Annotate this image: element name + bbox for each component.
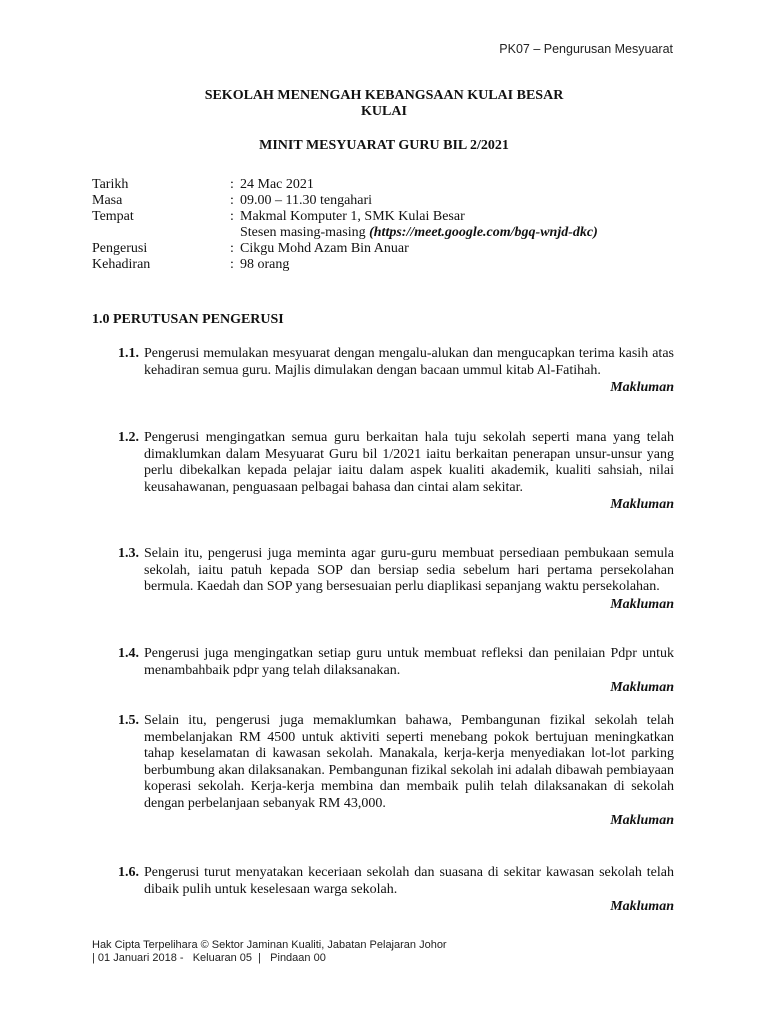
tempat-label: Tempat [92,209,134,224]
makluman-tag: Makluman [610,497,674,512]
colon: : [230,177,234,192]
meet-link[interactable]: (https://meet.google.com/bgq-wnjd-dkc) [369,225,598,240]
kehadiran-label: Kehadiran [92,257,151,272]
item-text: Pengerusi mengingatkan semua guru berkaitan hala tuju sekolah seperti mana yang telah dimaklumkan dalam Mesyuarat Guru bil 1/2021 iaitu berkaitan penerapan unsur-unsur yang perlu dibekalkan kepada pelajar iaitu dalam aspek kualiti akademik, kualiti sahsiah, nilai keusahawanan, penguasaan pelbagai bahasa dan cintai alam sekitar. [144,430,674,495]
item-text: Selain itu, pengerusi juga memaklumkan bahawa, Pembangunan fizikal sekolah telah membelanjakan RM 4500 untuk aktiviti seperti menebang pokok bertujuan meningkatkan tahap keselamatan di kawasan sekolah. Manakala, kerja-kerja menyediakan lot-lot parking berbumbung akan dilaksanakan. Pembangunan fizikal sekolah ini adalah dibawah pembiayaan koperasi sekolah. Kerja-kerja membina dan membaik pulih telah dilaksanakan di sekolah dengan perbelanjaan sebanyak RM 43,000. [144,713,674,811]
makluman-tag: Makluman [610,680,674,695]
agenda-item [92,546,674,613]
pengerusi-value: Cikgu Mohd Azam Bin Anuar [240,241,409,256]
info-row-tarikh [92,177,598,193]
masa-label: Masa [92,193,123,208]
footer-copyright: Hak Cipta Terpelihara © Sektor Jaminan Kualiti, Jabatan Pelajaran Johor [92,939,447,951]
agenda-item [92,713,674,829]
colon: : [230,209,234,224]
agenda-item [92,865,674,915]
tempat-value: Makmal Komputer 1, SMK Kulai Besar [240,209,465,224]
minutes-title: MINIT MESYUARAT GURU BIL 2/2021 [259,138,509,153]
makluman-tag: Makluman [610,899,674,914]
colon: : [230,257,234,272]
tempat-online-prefix: Stesen masing-masing [240,225,370,240]
info-row-kehadiran [92,257,598,273]
document-code-header: PK07 – Pengurusan Mesyuarat [499,42,673,56]
footer-version: | 01 Januari 2018 - Keluaran 05 | Pindaan 00 [92,952,326,964]
agenda-item [92,646,674,696]
masa-value: 09.00 – 11.30 tengahari [240,193,373,208]
tarikh-value: 24 Mac 2021 [240,177,314,192]
item-number: 1.2. [118,430,139,445]
item-text: Selain itu, pengerusi juga meminta agar guru-guru membuat persediaan pembukaan semula sekolah, iaitu patuh kepada SOP dan bersiap sedia sebelum hari pertama persekolahan bermula. Kaedah dan SOP yang bersesuaian perlu diaplikasi sepanjang waktu persekolahan. [144,546,674,594]
pengerusi-label: Pengerusi [92,241,148,256]
school-town: KULAI [361,104,407,119]
item-text: Pengerusi juga mengingatkan setiap guru untuk membuat refleksi dan penilaian Pdpr untuk menambahbaik pdpr yang telah dilaksanakan. [144,646,674,678]
item-number: 1.3. [118,546,139,561]
info-row-tempat-online [92,225,598,241]
tempat-online-value [240,225,598,241]
agenda-item [92,430,674,513]
section-title: 1.0 PERUTUSAN PENGERUSI [92,312,284,327]
item-number: 1.6. [118,865,139,880]
colon: : [230,193,234,208]
item-text: Pengerusi turut menyatakan keceriaan sekolah dan suasana di sekitar kawasan sekolah telah dibaik pulih untuk keselesaan warga sekolah. [144,865,674,897]
info-row-pengerusi [92,241,598,257]
makluman-tag: Makluman [610,380,674,395]
item-text: Pengerusi memulakan mesyuarat dengan mengalu-alukan dan mengucapkan terima kasih atas kehadiran semua guru. Majlis dimulakan dengan bacaan ummul kitab Al-Fatihah. [144,346,674,378]
tarikh-label: Tarikh [92,177,129,192]
makluman-tag: Makluman [610,813,674,828]
info-row-masa [92,193,598,209]
colon: : [230,241,234,256]
footer [92,939,447,965]
kehadiran-value: 98 orang [240,257,290,272]
makluman-tag: Makluman [610,596,674,612]
school-name: SEKOLAH MENENGAH KEBANGSAAN KULAI BESAR [204,88,564,103]
item-number: 1.1. [118,346,139,361]
meeting-info [92,177,598,273]
item-number: 1.5. [118,713,139,728]
agenda-item [92,346,674,396]
info-row-tempat [92,209,598,225]
item-number: 1.4. [118,646,139,661]
